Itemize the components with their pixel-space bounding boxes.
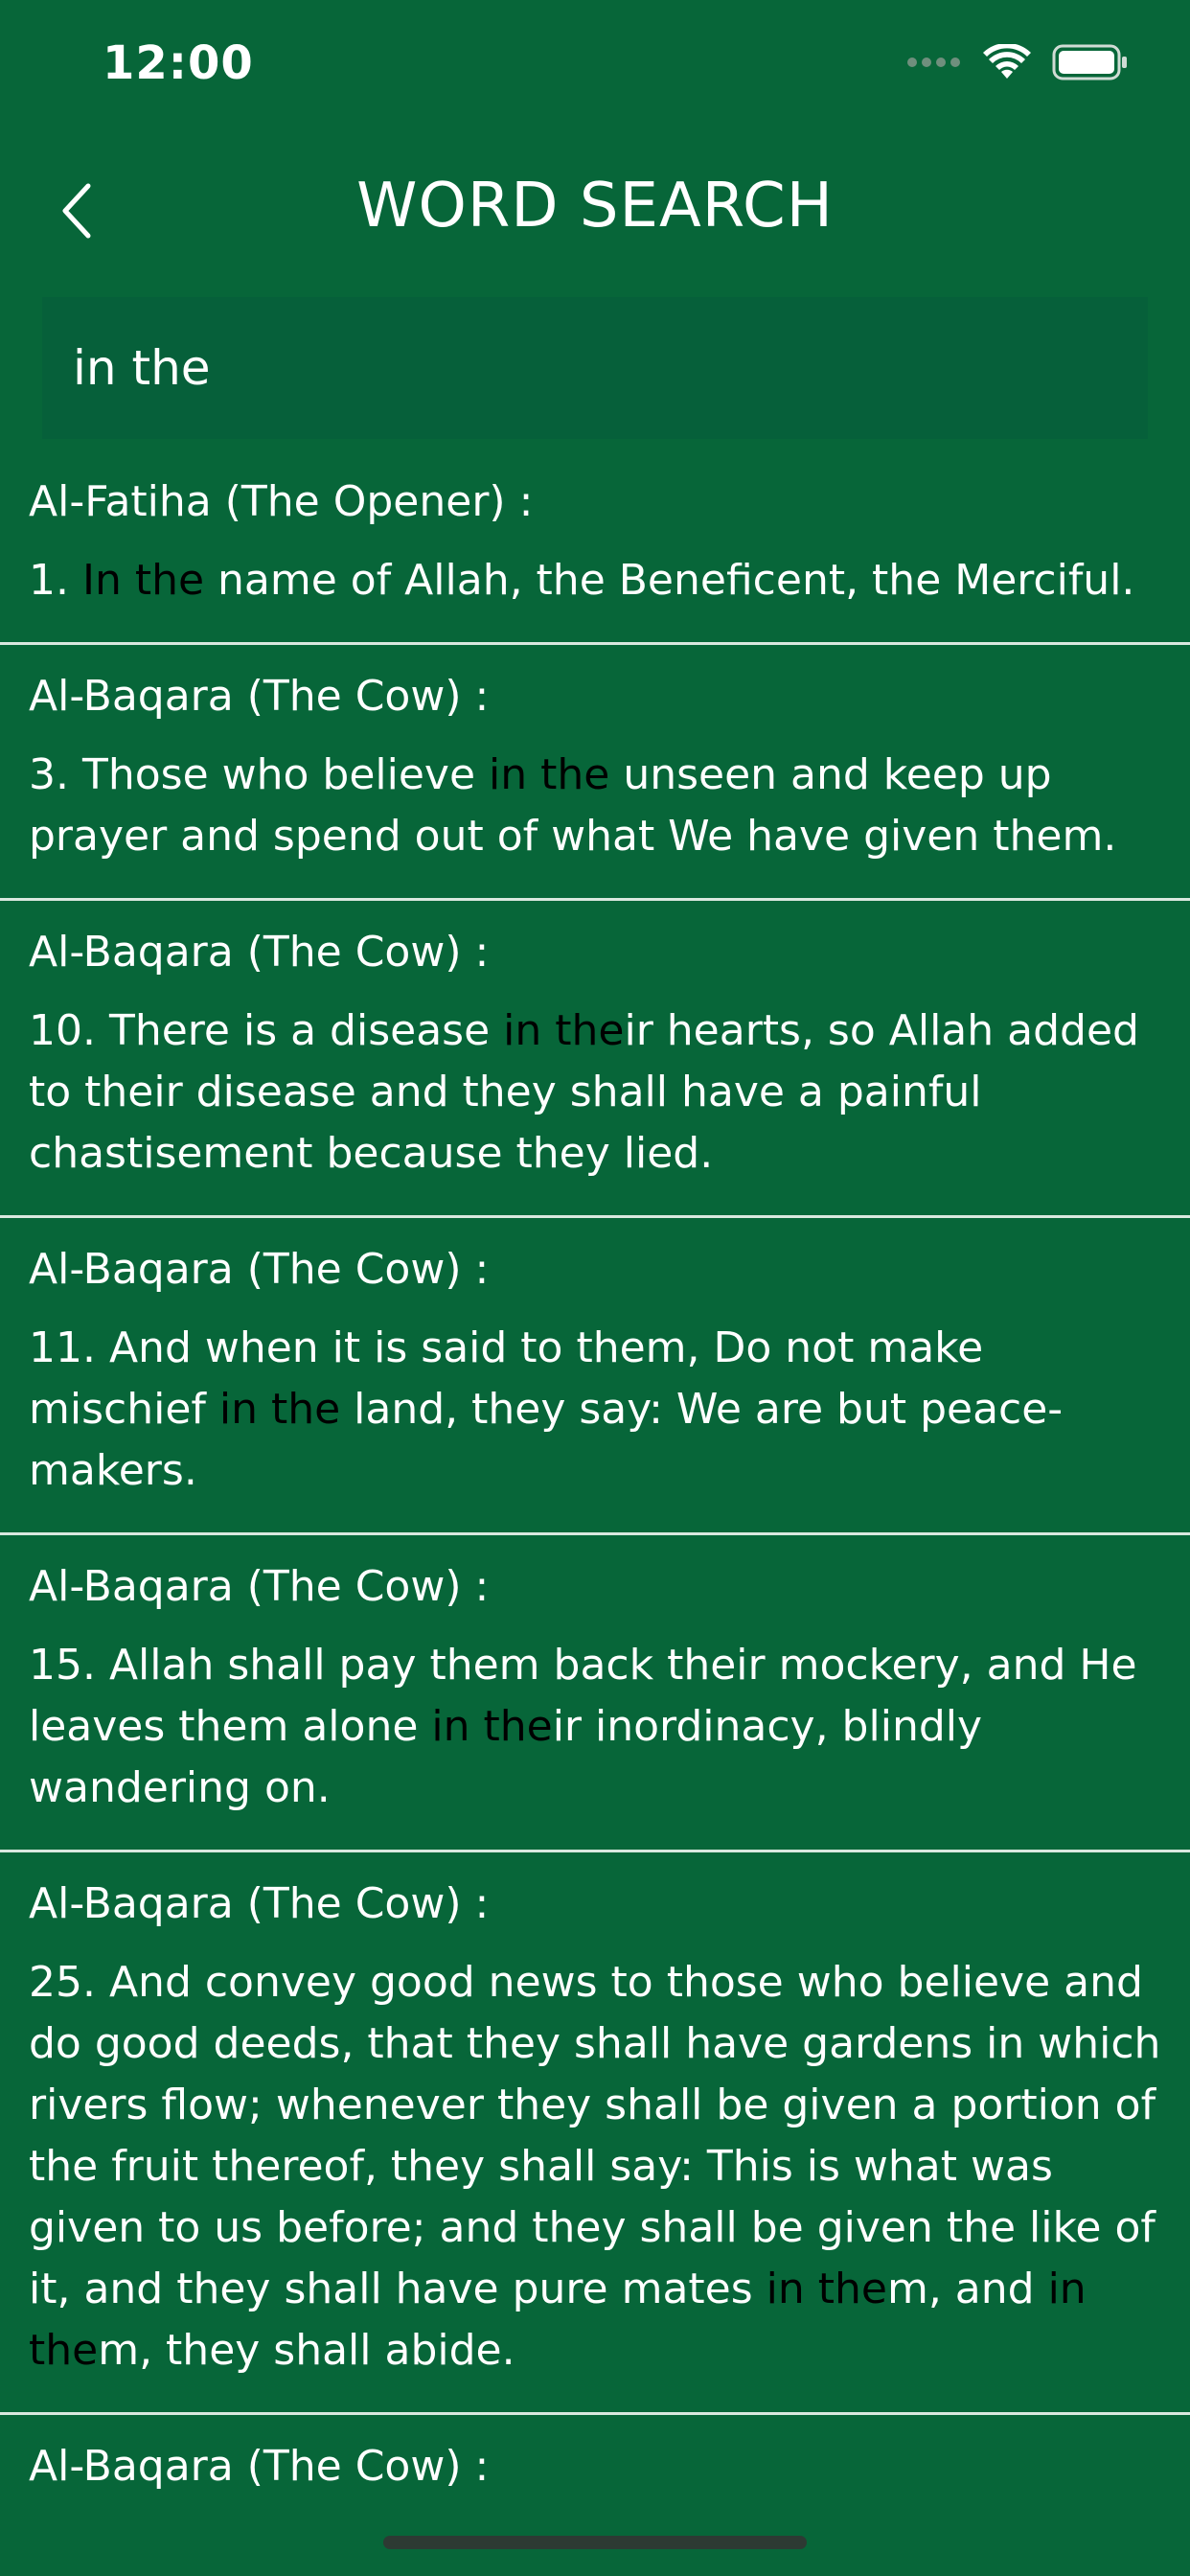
status-icons: [906, 44, 1129, 80]
search-input[interactable]: [73, 340, 1117, 396]
surah-name: Al-Fatiha (The Opener) :: [29, 477, 534, 526]
status-time: 12:00: [103, 36, 254, 90]
surah-name: Al-Baqara (The Cow) :: [29, 672, 490, 721]
search-highlight: in the: [489, 750, 610, 799]
result-item[interactable]: [0, 901, 1190, 1218]
verse-segment: ir inordinacy, blindly wandering on.: [29, 1702, 983, 1812]
results-list[interactable]: [0, 450, 1190, 2576]
surah-name: Al-Baqara (The Cow) :: [29, 1562, 490, 1611]
page-title: WORD SEARCH: [356, 171, 834, 242]
navigation-bar: [0, 134, 1190, 288]
battery-icon: [1052, 44, 1129, 80]
verse-text: [29, 550, 1161, 611]
search-highlight: In the: [81, 556, 205, 605]
search-highlight: in the: [766, 2265, 887, 2313]
result-item[interactable]: [0, 450, 1190, 645]
result-item[interactable]: [0, 1852, 1190, 2415]
surah-name: Al-Baqara (The Cow) :: [29, 2442, 490, 2491]
verse-text: [29, 745, 1161, 867]
verse-segment: 25. And convey good news to those who believe and do good deeds, that they shall have gardens in which rivers flow; whenever they shall be given a portion of the fruit thereof, they shall say: This is what was given to us before; and they shall be given the like of it, and they shall have pure mates: [29, 1958, 1161, 2313]
verse-segment: 3. Those who believe: [29, 750, 490, 799]
status-bar: [0, 0, 1190, 129]
verse-segment: 1.: [29, 556, 82, 605]
surah-name: Al-Baqara (The Cow) :: [29, 1879, 490, 1928]
verse-text: [29, 1000, 1161, 1184]
verse-segment: 10. There is a disease: [29, 1006, 504, 1055]
verse-segment: 15. Allah shall pay them back their mockery, and He leaves them alone: [29, 1641, 1137, 1751]
verse-segment: m, and: [886, 2265, 1048, 2313]
search-highlight: in the: [431, 1702, 553, 1751]
verse-text: [29, 1635, 1161, 1819]
search-highlight: in the: [29, 2265, 1087, 2375]
verse-segment: unseen and keep up prayer and spend out of what We have given them.: [29, 750, 1117, 861]
result-item[interactable]: [0, 1218, 1190, 1535]
search-field[interactable]: [42, 297, 1148, 439]
surah-name: Al-Baqara (The Cow) :: [29, 1245, 490, 1294]
signal-icon: [906, 56, 962, 69]
verse-segment: m, they shall abide.: [98, 2326, 515, 2375]
search-highlight: in the: [503, 1006, 625, 1055]
result-item[interactable]: [0, 1535, 1190, 1852]
wifi-icon: [983, 44, 1031, 80]
verse-segment: land, they say: We are but peace-makers.: [29, 1385, 1064, 1495]
verse-segment: name of Allah, the Beneficent, the Merciful.: [204, 556, 1135, 605]
search-highlight: in the: [218, 1385, 341, 1434]
surah-name: Al-Baqara (The Cow) :: [29, 928, 490, 977]
result-item[interactable]: [0, 2415, 1190, 2545]
home-indicator: [383, 2536, 807, 2549]
verse-text: [29, 1318, 1161, 1502]
verse-text: [29, 1952, 1161, 2381]
verse-segment: 11. And when it is said to them, Do not make mischief: [29, 1323, 984, 1434]
verse-segment: ir hearts, so Allah added to their disease and they shall have a painful chastisement because they lied.: [29, 1006, 1139, 1178]
result-item[interactable]: [0, 645, 1190, 901]
